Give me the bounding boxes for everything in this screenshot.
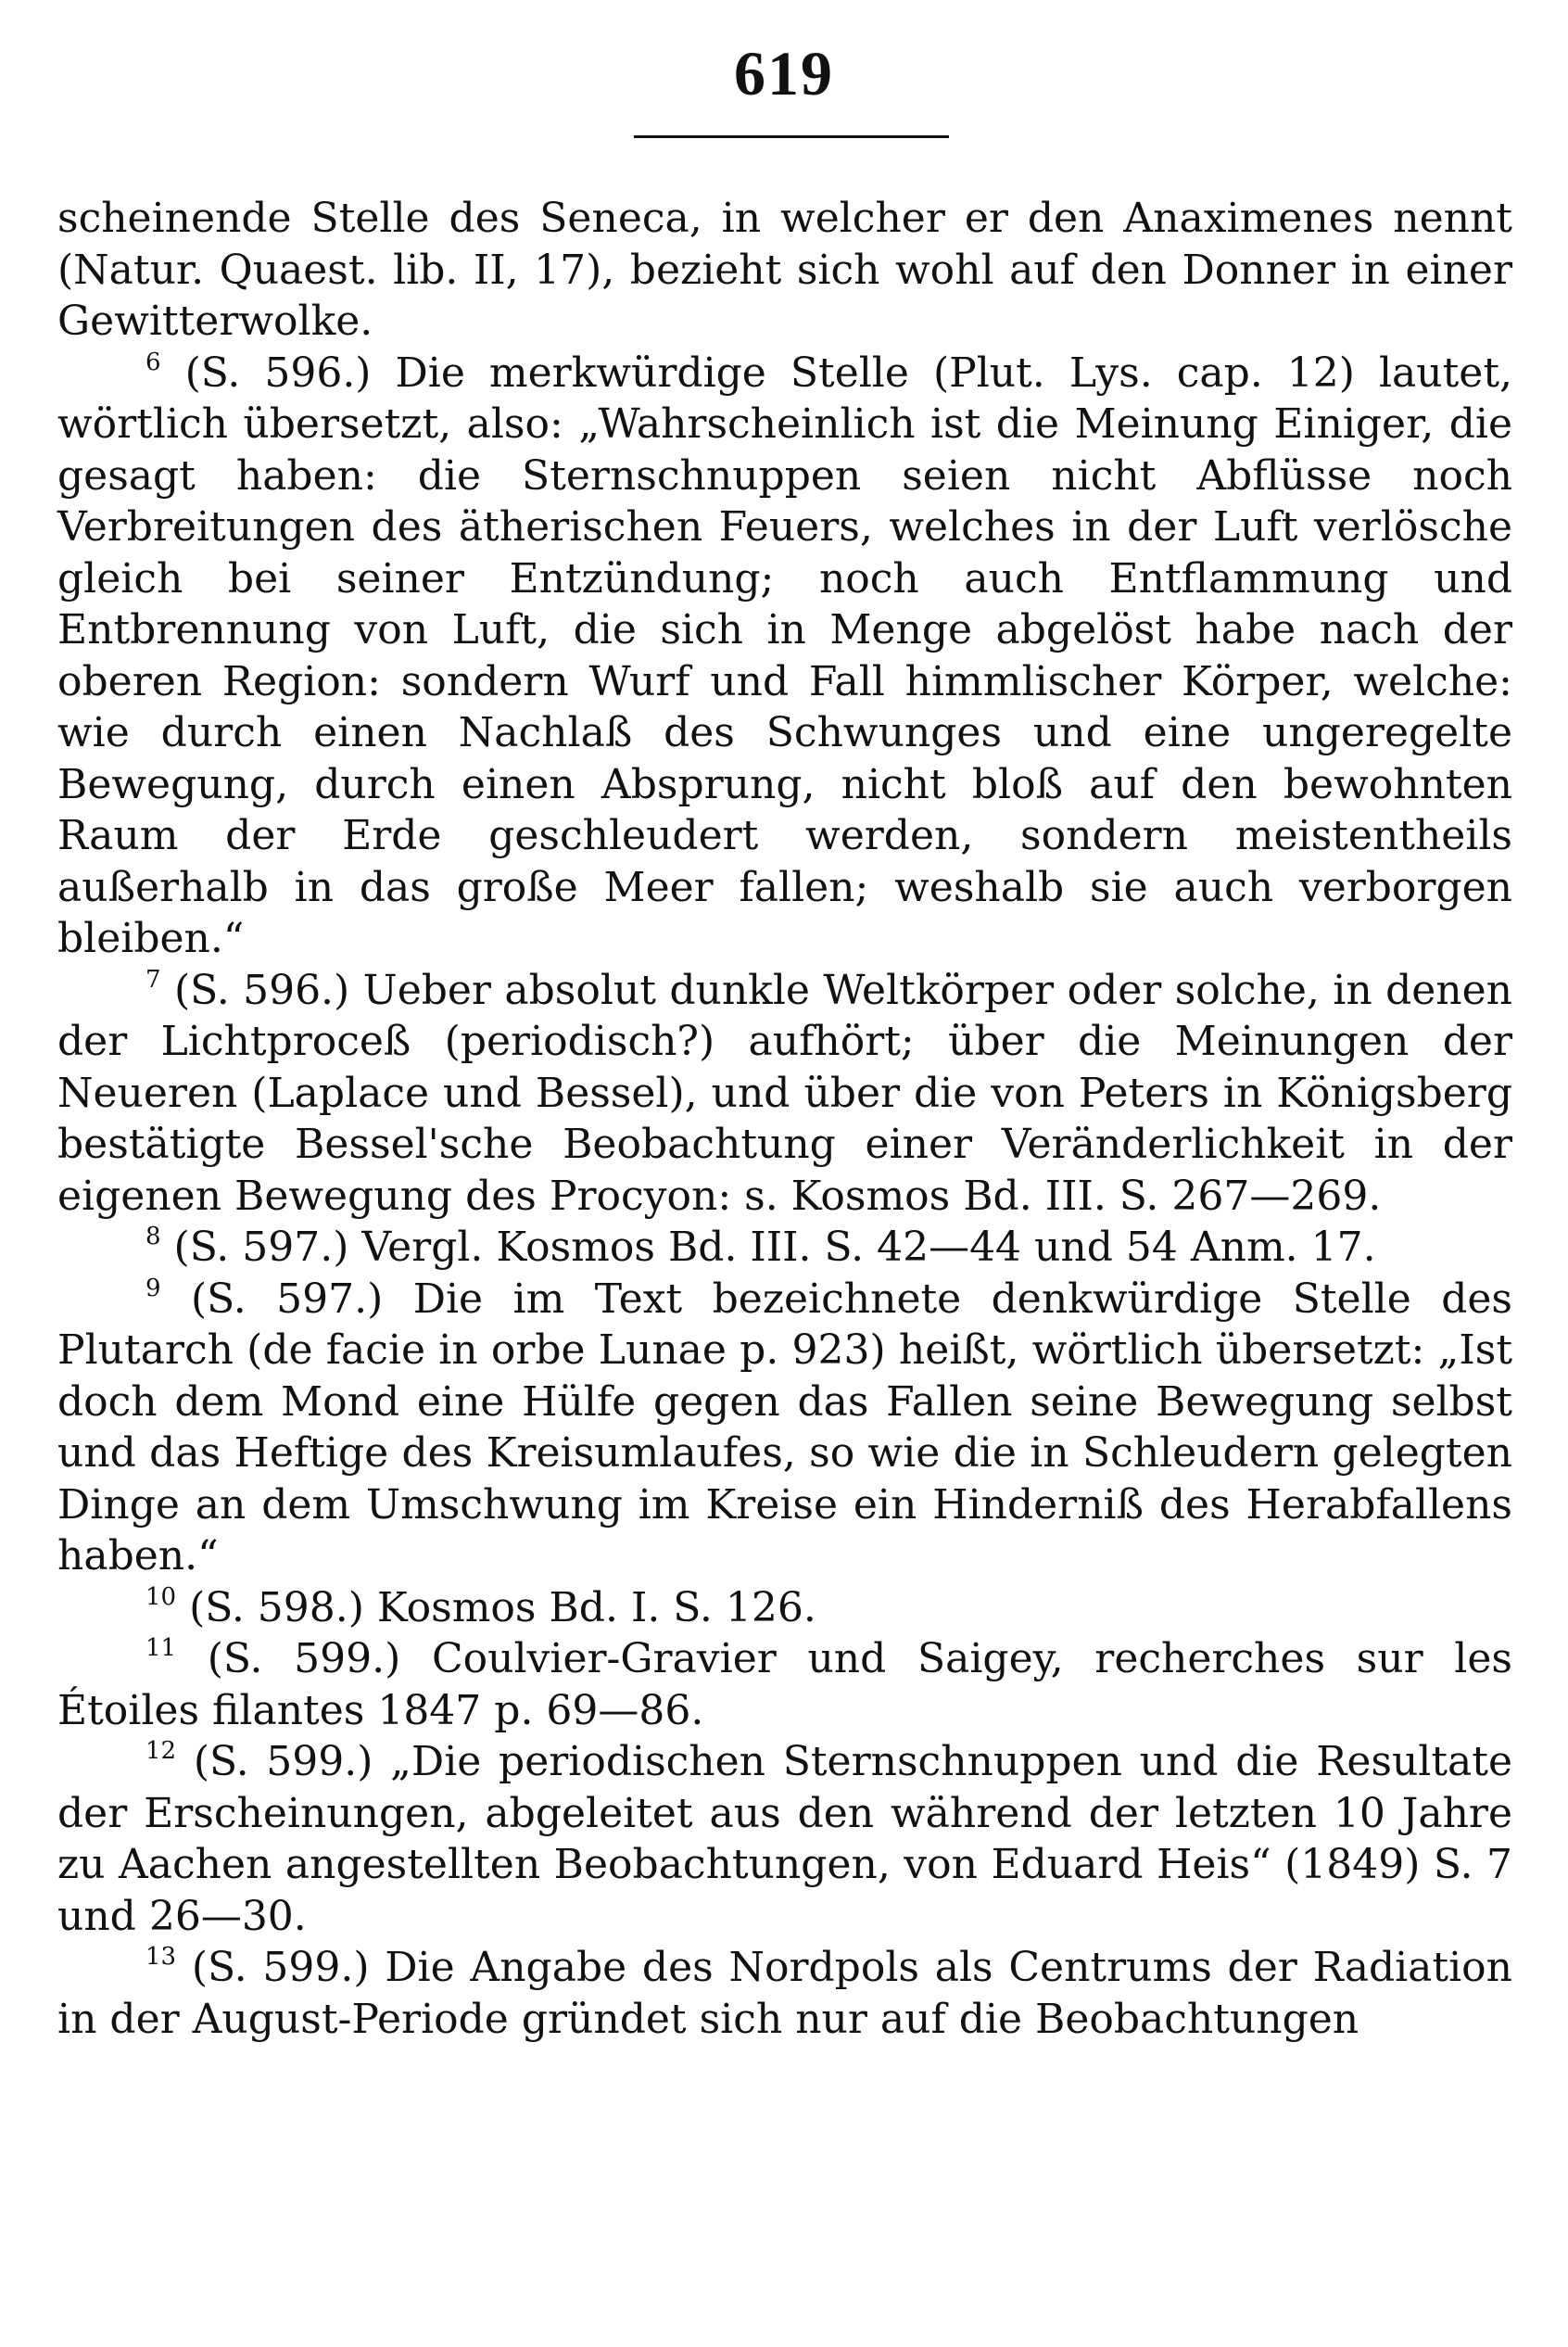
footnote-number: 13 — [145, 1943, 177, 1971]
footnote-11 — [57, 1633, 1512, 1736]
footnote-8 — [57, 1222, 1512, 1274]
footnote-6 — [57, 348, 1512, 965]
footnote-number: 10 — [145, 1582, 177, 1611]
footnote-9 — [57, 1274, 1512, 1582]
footnote-7 — [57, 965, 1512, 1223]
page-body — [57, 193, 1512, 2045]
footnote-text: (S. 596.) Ueber absolut dunkle Weltkörper oder solche, in denen der Lichtproceß (periodisch?) aufhört; über die Meinungen der Neueren (Laplace und Bessel), und über die von Peters in Königsberg bestätigte Bessel'sche Beobachtung einer Veränderlichkeit in der eigenen Bewegung des Procyon: s. Kosmos Bd. III. S. 267—269. — [57, 966, 1512, 1220]
footnote-text: (S. 599.) Coulvier-Gravier und Saigey, recherches sur les Étoiles filantes 1847 p. 69—86. — [57, 1635, 1512, 1734]
header-rule — [634, 135, 949, 138]
footnote-number: 12 — [145, 1737, 177, 1765]
footnote-text: (S. 599.) „Die periodischen Sternschnuppen und die Resultate der Erscheinungen, abgeleitet aus den während der letzten 10 Jahre zu Aachen angestellten Beobachtungen, von Eduard Heis“ (1849) S. 7 und 26—30. — [57, 1738, 1512, 1940]
footnote-12 — [57, 1736, 1512, 1942]
footnote-text: (S. 596.) Die merkwürdige Stelle (Plut. Lys. cap. 12) lautet, wörtlich übersetzt, also: „Wahrscheinlich ist die Meinung Einiger, die gesagt haben: die Sternschnuppen seien nicht Abflüsse noch Verbreitungen des ätherischen Feuers, welches in der Luft verlösche gleich bei seiner Entzündung; noch auch Entflammung und Entbrennung von Luft, die sich in Menge abgelöst habe nach der oberen Region: sondern Wurf und Fall himmlischer Körper, welche: wie durch einen Nachlaß des Schwunges und eine ungeregelte Bewegung, durch einen Absprung, nicht bloß auf den bewohnten Raum der Erde geschleudert werden, sondern meistentheils außerhalb in das große Meer fallen; weshalb sie auch verborgen bleiben.“ — [57, 349, 1512, 962]
footnote-text: (S. 599.) Die Angabe des Nordpols als Centrums der Radiation in der August-Periode gründet sich nur auf die Beobachtungen — [57, 1944, 1512, 2043]
paragraph-text: scheinende Stelle des Seneca, in welcher er den Anaximenes nennt (Natur. Quaest. lib. II, 17), bezieht sich wohl auf den Donner in einer Gewitterwolke. — [57, 195, 1512, 345]
page-number: 619 — [734, 38, 834, 108]
footnote-10 — [57, 1582, 1512, 1634]
footnote-number: 8 — [145, 1223, 161, 1250]
footnote-number: 9 — [145, 1274, 161, 1302]
footnote-text: (S. 598.) Kosmos Bd. I. S. 126. — [189, 1583, 816, 1631]
footnote-text: (S. 597.) Die im Text bezeichnete denkwürdige Stelle des Plutarch (de facie in orbe Lunae p. 923) heißt, wörtlich übersetzt: „Ist doch dem Mond eine Hülfe gegen das Fallen seine Bewegung selbst und das Heftige des Kreisumlaufes, so wie die in Schleudern gelegten Dinge an dem Umschwung im Kreise ein Hinderniß des Herabfallens haben.“ — [57, 1275, 1512, 1579]
footnote-number: 11 — [145, 1634, 177, 1662]
footnote-number: 7 — [145, 965, 161, 994]
footnote-number: 6 — [145, 348, 161, 376]
footnote-13 — [57, 1942, 1512, 2045]
paragraph-continuation — [57, 193, 1512, 348]
footnote-text: (S. 597.) Vergl. Kosmos Bd. III. S. 42—44 und 54 Anm. 17. — [173, 1224, 1376, 1271]
